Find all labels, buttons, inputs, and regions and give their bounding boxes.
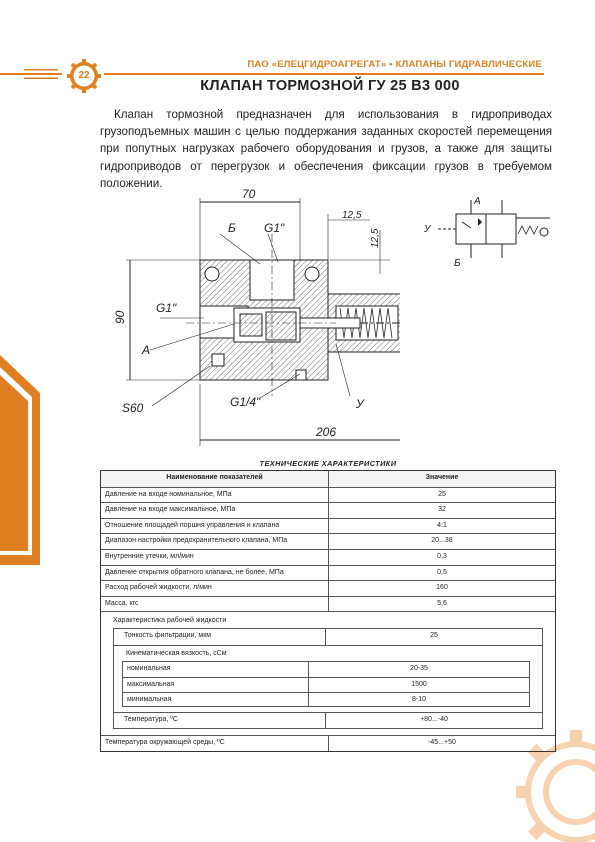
table-row [101, 549, 555, 565]
row-value: 5,6 [437, 599, 447, 607]
specs-table [100, 470, 556, 752]
valve-drawing [100, 184, 400, 449]
row-name: Давление на входе максимальное, МПа [101, 503, 329, 518]
hydraulic-schematic [418, 192, 558, 272]
header-rule-right [104, 73, 544, 75]
table-row [101, 596, 555, 612]
page-title: КЛАПАН ТОРМОЗНОЙ ГУ 25 В3 000 [200, 78, 460, 94]
row-name: максимальная [123, 678, 309, 692]
row-value: 0,3 [437, 552, 447, 560]
row-value: 25 [438, 490, 446, 498]
table-caption: ТЕХНИЧЕСКИЕ ХАРАКТЕРИСТИКИ [259, 459, 397, 468]
fluid-subtable [113, 628, 543, 729]
label-g1-left: G1" [156, 301, 177, 315]
table-row [101, 518, 555, 534]
row-name: Внутренние утечки, мл/мин [101, 550, 329, 565]
row-value: 1500 [411, 680, 427, 688]
column-header-name: Наименование показателей [101, 471, 329, 487]
dim-206: 206 [316, 425, 337, 439]
row-value: 20-35 [410, 664, 428, 672]
row-value: -45...+50 [428, 738, 456, 746]
row-value: 4:1 [437, 521, 447, 529]
table-row [123, 662, 529, 677]
row-name: номинальная [123, 662, 309, 677]
dim-12-5-h: 12,5 [342, 210, 362, 221]
schematic-label-b: Б [454, 258, 461, 269]
table-header-row [101, 471, 555, 487]
row-name: Тонкость фильтрации, мкм [114, 629, 326, 645]
table-row [114, 712, 542, 728]
header-rule-left [0, 73, 62, 75]
dim-90: 90 [113, 310, 127, 324]
label-s60: S60 [122, 401, 144, 415]
label-u: У [356, 397, 364, 411]
row-name: Температура окружающей среды, ºС [101, 736, 329, 751]
page-number: 22 [78, 70, 90, 81]
label-b: Б [228, 221, 236, 235]
column-header-value: Значение [425, 474, 459, 481]
fluid-group-title: Характеристика рабочей жидкости [113, 617, 227, 625]
row-value: 20...38 [431, 537, 453, 545]
table-row [101, 502, 555, 518]
section-label: КЛАПАНЫ [11, 408, 28, 494]
table-row [101, 735, 555, 751]
row-value: +80...-40 [420, 716, 448, 724]
row-name: Отношение площадей поршня управления и клапана [101, 519, 329, 534]
row-value: 8-10 [411, 695, 426, 703]
viscosity-subtable [122, 661, 530, 707]
fluid-characteristics-group [101, 611, 555, 735]
table-row [101, 565, 555, 581]
row-value: 160 [436, 584, 448, 592]
running-head: ПАО «ЕЛЕЦГИДРОАГРЕГАТ» • КЛАПАНЫ ГИДРАВЛИЧЕСКИЕ [247, 59, 542, 70]
description-paragraph: Клапан тормозной предназначен для использования в гидроприводах грузоподъемных машин с целью поддержания заданных скоростей перемещения при попутных нагрузках рабочего оборудования и грузов, а также для защиты гидроприводов от перегрузок и обеспечения фиксации грузов в требуемом положении. [100, 108, 552, 190]
viscosity-group [114, 645, 542, 712]
table-row [101, 580, 555, 596]
label-g1-4: G1/4" [230, 395, 261, 409]
row-name: Расход рабочей жидкости, л/мин [101, 581, 329, 596]
table-row [123, 677, 529, 692]
table-row [101, 533, 555, 549]
row-name: Температура, ºС [114, 713, 326, 728]
table-row [101, 487, 555, 503]
viscosity-title: Кинематическая вязкость, сСм [126, 649, 227, 657]
row-name: Диапазон настройки предохранительного клапана, МПа [101, 534, 329, 549]
schematic-label-a: А [474, 196, 481, 207]
table-row [123, 692, 529, 707]
table-row [114, 629, 542, 645]
row-value: 32 [438, 506, 446, 514]
row-value: 25 [430, 632, 438, 640]
row-name: минимальная [123, 693, 309, 707]
row-name: Масса, кгс [101, 597, 329, 612]
dim-70: 70 [242, 187, 256, 201]
row-name: Давление открытия обратного клапана, не более, МПа [101, 566, 329, 581]
dim-12-5-v: 12,5 [370, 228, 381, 248]
row-name: Давление на входе номинальное, МПа [101, 488, 329, 503]
label-a: А [142, 343, 151, 357]
label-g1-top: G1" [264, 221, 285, 235]
row-value: 0,5 [437, 568, 447, 576]
schematic-label-u: У [424, 224, 431, 235]
